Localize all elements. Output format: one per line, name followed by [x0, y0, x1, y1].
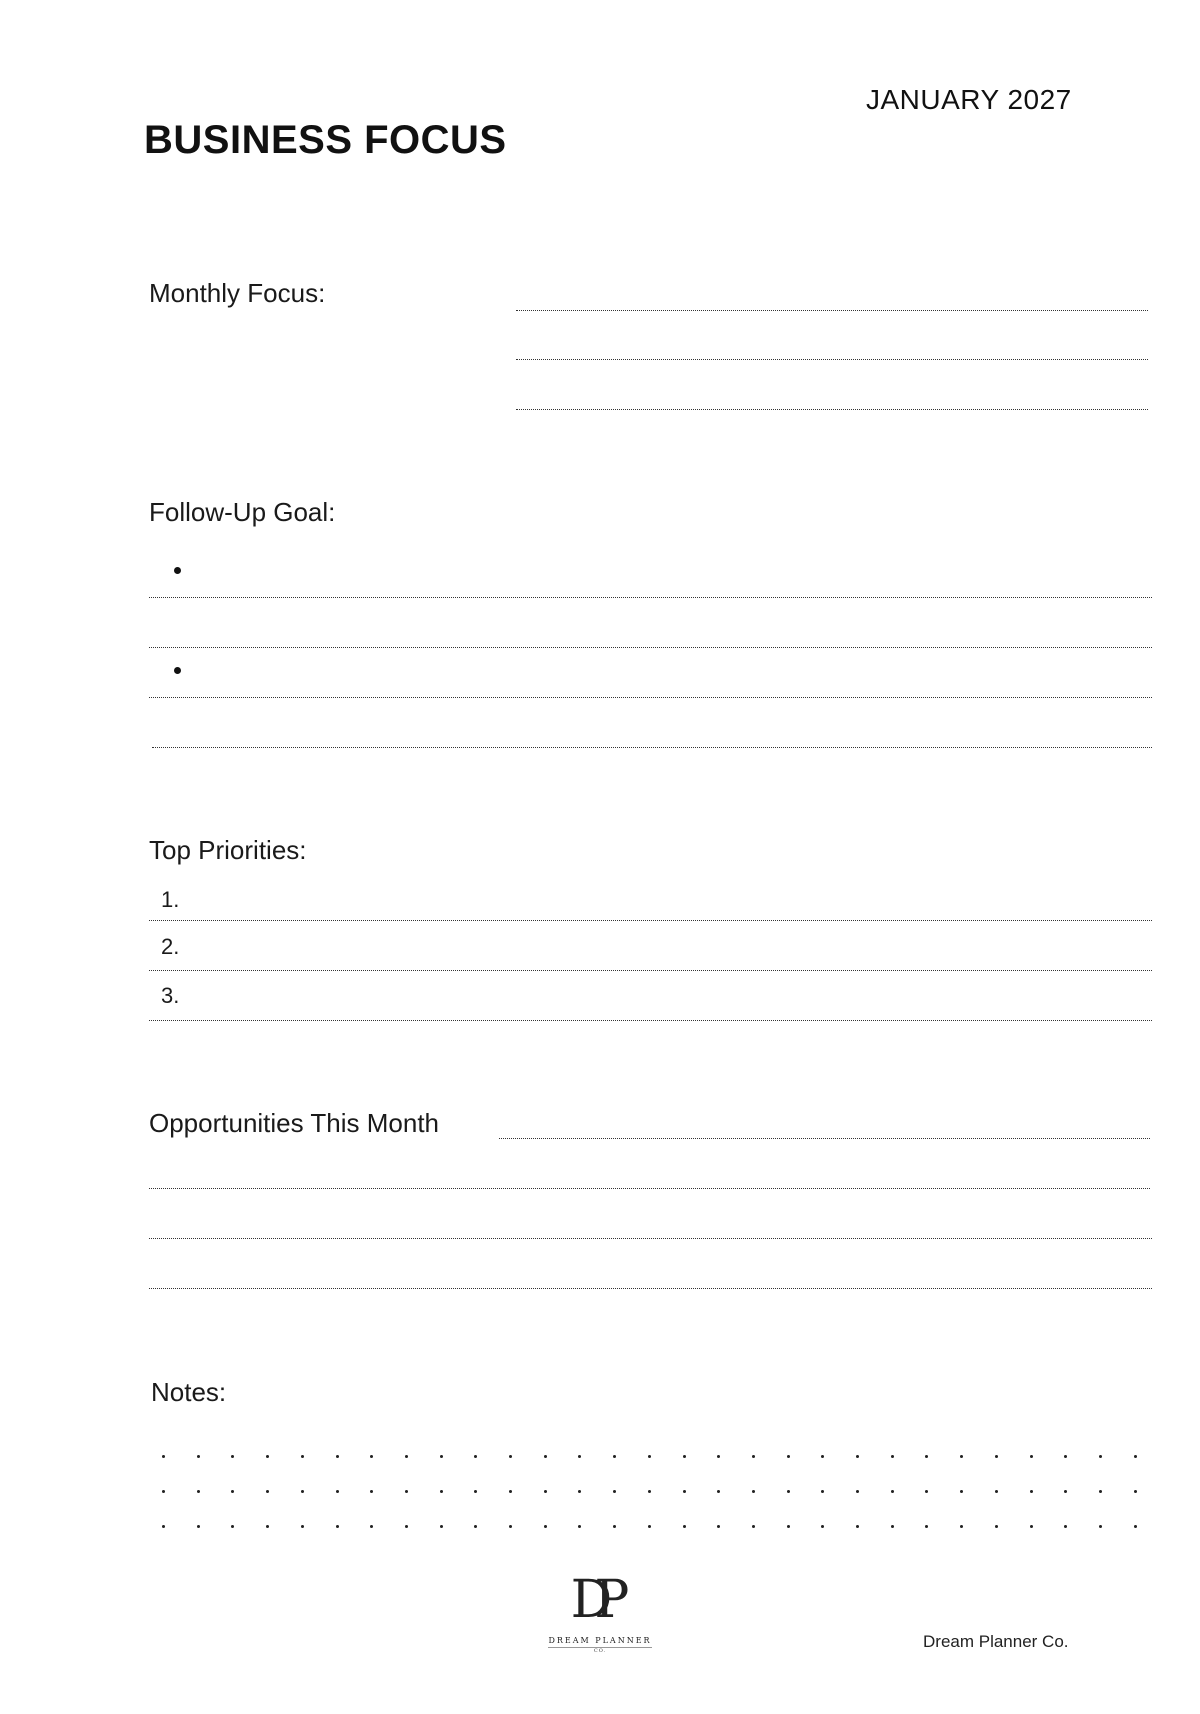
- note-dot: [440, 1490, 443, 1493]
- monthly-focus-line-3[interactable]: [516, 409, 1148, 410]
- note-dot: [717, 1490, 720, 1493]
- opportunities-label: Opportunities This Month: [149, 1108, 439, 1138]
- note-dot: [717, 1455, 720, 1458]
- note-dot: [613, 1525, 616, 1528]
- note-dot: [821, 1525, 824, 1528]
- note-dot: [995, 1525, 998, 1528]
- note-dot: [960, 1525, 963, 1528]
- note-dot: [266, 1455, 269, 1458]
- note-dot: [301, 1490, 304, 1493]
- note-dot: [856, 1455, 859, 1458]
- note-dot: [474, 1525, 477, 1528]
- note-dot: [683, 1490, 686, 1493]
- note-dot: [578, 1525, 581, 1528]
- note-dot: [787, 1525, 790, 1528]
- priority-line-3[interactable]: [149, 1020, 1152, 1021]
- opportunities-line-4[interactable]: [149, 1288, 1152, 1289]
- note-dot: [925, 1525, 928, 1528]
- note-dot: [925, 1455, 928, 1458]
- monthly-focus-label: Monthly Focus:: [149, 278, 326, 308]
- note-dot: [752, 1525, 755, 1528]
- note-dot: [474, 1455, 477, 1458]
- note-dot: [578, 1490, 581, 1493]
- note-dot: [1134, 1490, 1137, 1493]
- page-title: BUSINESS FOCUS: [144, 118, 507, 162]
- note-dot: [613, 1455, 616, 1458]
- note-dot: [405, 1455, 408, 1458]
- opportunities-line-1[interactable]: [499, 1138, 1150, 1139]
- note-dot: [787, 1455, 790, 1458]
- note-dot: [787, 1490, 790, 1493]
- note-dot: [856, 1490, 859, 1493]
- note-dot: [231, 1455, 234, 1458]
- note-dot: [683, 1455, 686, 1458]
- note-dot: [1134, 1455, 1137, 1458]
- note-dot: [1064, 1455, 1067, 1458]
- note-dot: [717, 1525, 720, 1528]
- note-dot: [960, 1490, 963, 1493]
- note-dot: [266, 1490, 269, 1493]
- note-dot: [336, 1525, 339, 1528]
- month-label: JANUARY 2027: [866, 84, 1072, 115]
- follow-up-line-2[interactable]: [149, 647, 1152, 648]
- brand-logo: [545, 1570, 655, 1654]
- note-dot: [613, 1490, 616, 1493]
- note-dot: [1030, 1525, 1033, 1528]
- note-dot: [1030, 1490, 1033, 1493]
- note-dot: [162, 1455, 165, 1458]
- follow-up-line-4[interactable]: [152, 747, 1152, 748]
- follow-up-line-3[interactable]: [149, 697, 1152, 698]
- note-dot: [1064, 1525, 1067, 1528]
- opportunities-line-3[interactable]: [149, 1238, 1152, 1239]
- opportunities-line-2[interactable]: [149, 1188, 1150, 1189]
- monthly-focus-line-2[interactable]: [516, 359, 1148, 360]
- note-dot: [336, 1455, 339, 1458]
- priority-line-2[interactable]: [149, 970, 1152, 971]
- note-dot: [509, 1490, 512, 1493]
- note-dot: [960, 1455, 963, 1458]
- note-dot: [995, 1490, 998, 1493]
- follow-up-goal-label: Follow-Up Goal:: [149, 497, 336, 527]
- note-dot: [231, 1525, 234, 1528]
- note-dot: [891, 1490, 894, 1493]
- note-dot: [1099, 1455, 1102, 1458]
- note-dot: [1099, 1525, 1102, 1528]
- priority-number-2: 2.: [161, 934, 180, 959]
- note-dot: [336, 1490, 339, 1493]
- notes-label: Notes:: [151, 1377, 227, 1407]
- note-dot: [197, 1455, 200, 1458]
- bullet-icon: [174, 567, 181, 574]
- note-dot: [266, 1525, 269, 1528]
- top-priorities-label: Top Priorities:: [149, 835, 307, 865]
- note-dot: [1099, 1490, 1102, 1493]
- note-dot: [648, 1455, 651, 1458]
- note-dot: [231, 1490, 234, 1493]
- note-dot: [683, 1525, 686, 1528]
- bullet-icon: [174, 667, 181, 674]
- note-dot: [925, 1490, 928, 1493]
- note-dot: [856, 1525, 859, 1528]
- logo-subtext: CO.: [593, 1648, 607, 1654]
- note-dot: [370, 1525, 373, 1528]
- note-dot: [1064, 1490, 1067, 1493]
- priority-number-3: 3.: [161, 983, 180, 1008]
- note-dot: [648, 1525, 651, 1528]
- logo-text: DREAM PLANNER: [548, 1636, 651, 1648]
- note-dot: [162, 1490, 165, 1493]
- priority-number-1: 1.: [161, 887, 180, 912]
- note-dot: [578, 1455, 581, 1458]
- note-dot: [648, 1490, 651, 1493]
- note-dot: [509, 1525, 512, 1528]
- note-dot: [891, 1525, 894, 1528]
- follow-up-line-1[interactable]: [149, 597, 1152, 598]
- note-dot: [197, 1525, 200, 1528]
- note-dot: [474, 1490, 477, 1493]
- note-dot: [544, 1490, 547, 1493]
- note-dot: [1134, 1525, 1137, 1528]
- note-dot: [752, 1455, 755, 1458]
- note-dot: [821, 1455, 824, 1458]
- priority-line-1[interactable]: [149, 920, 1152, 921]
- logo-mark: DP: [570, 1570, 612, 1630]
- note-dot: [440, 1455, 443, 1458]
- brand-name: Dream Planner Co.: [923, 1632, 1069, 1651]
- note-dot: [197, 1490, 200, 1493]
- note-dot: [752, 1490, 755, 1493]
- note-dot: [1030, 1455, 1033, 1458]
- note-dot: [995, 1455, 998, 1458]
- note-dot: [405, 1525, 408, 1528]
- note-dot: [370, 1490, 373, 1493]
- note-dot: [891, 1455, 894, 1458]
- note-dot: [162, 1525, 165, 1528]
- note-dot: [544, 1525, 547, 1528]
- note-dot: [301, 1525, 304, 1528]
- note-dot: [509, 1455, 512, 1458]
- note-dot: [405, 1490, 408, 1493]
- note-dot: [301, 1455, 304, 1458]
- note-dot: [440, 1525, 443, 1528]
- note-dot: [821, 1490, 824, 1493]
- monthly-focus-line-1[interactable]: [516, 310, 1148, 311]
- note-dot: [370, 1455, 373, 1458]
- note-dot: [544, 1455, 547, 1458]
